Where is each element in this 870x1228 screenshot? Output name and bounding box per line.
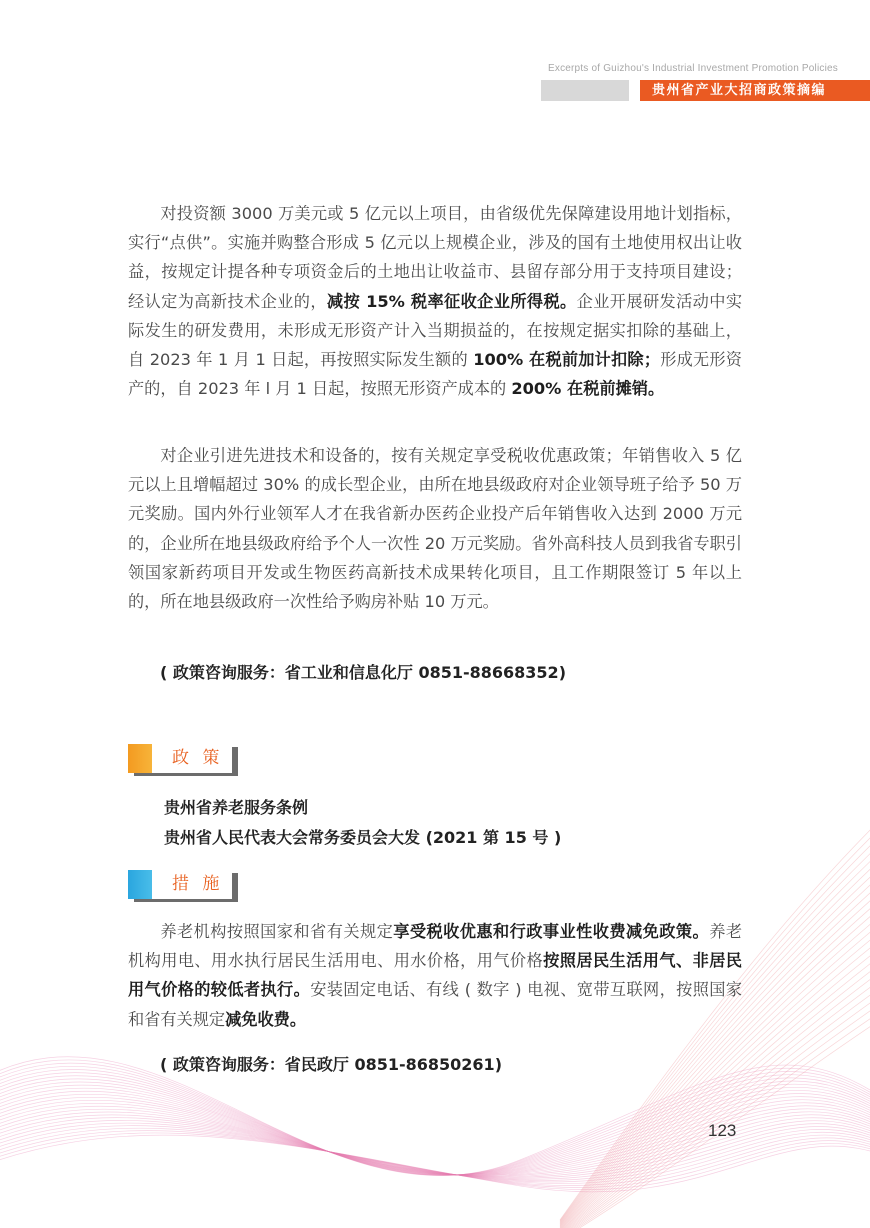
emphasized-text: 按照居民生活用气、非居民用气价格的较低者执行。 — [128, 951, 743, 1000]
measure-tag-marker — [128, 870, 152, 899]
header-title-banner: 贵州省产业大招商政策摘编 — [640, 80, 870, 101]
header-gray-bar — [541, 80, 629, 101]
section1-paragraph-1 — [128, 199, 742, 403]
contact-info-industry: ( 政策咨询服务：省工业和信息化厅 0851-88668352) — [160, 663, 567, 682]
measure-tag — [128, 870, 238, 902]
policy-tag — [128, 744, 238, 776]
page-number: 123 — [708, 1121, 737, 1140]
wave-line — [0, 1135, 870, 1192]
emphasized-text: 减按 15% 税率征收企业所得税。 — [326, 291, 577, 311]
wave-line — [0, 1100, 870, 1175]
policy-title: 贵州省养老服务条例 — [164, 798, 309, 817]
wave-line — [0, 1115, 870, 1178]
body-text: 对企业引进先进技术和设备的，按有关规定享受税收优惠政策；年销售收入 5 亿元以上且增幅超过 30% 的成长型企业，由所在地县级政府对企业领导班子给予 50 万元奖励。国内外行业领军人才在我省新办医药企业投产后年销售收入达到 2000 万元的，企业所在地县级政府给予个人一次性 20 万元奖励。省外高科技人员到我省专职引领国家新药项目开发或生物医药高新技术成果转化项目，且工作期限签订 5 年以上的，所在地县级政府一次性给予购房补贴 10 万元。 — [128, 446, 742, 612]
body-text: 企业开展研发活动中实际发生的研发费用，未形成无形资产计入当期损益的，在按规定据实扣除的基础上，自 2023 年 1 月 1 日起，再按照实际发生额的 — [128, 291, 743, 370]
wave-line — [0, 1128, 870, 1185]
wave-line — [0, 1131, 870, 1188]
emphasized-text: 200% 在税前摊销。 — [511, 379, 665, 399]
body-text: 安装固定电话、有线 ( 数字 ) 电视、宽带互联网，按照国家和省有关规定 — [128, 980, 743, 1029]
emphasized-text: 享受税收优惠和行政事业性收费减免政策。 — [393, 922, 710, 941]
header-english-subtitle: Excerpts of Guizhou's Industrial Investment Promotion Policies — [548, 63, 838, 74]
body-text: 形成无形资产的，自 2023 年 l 月 1 日起，按照无形资产成本的 — [128, 350, 742, 399]
wave-line — [0, 1085, 870, 1175]
body-text: 对投资额 3000 万美元或 5 亿元以上项目，由省级优先保障建设用地计划指标，实行“点供”。实施并购整合形成 5 亿元以上规模企业，涉及的国有土地使用权出让收益，按规定计提各种专项资金后的土地出让收益市、县留存部分用于支持项目建设；经认定为高新技术企业的， — [128, 204, 742, 311]
wave-line — [0, 1091, 870, 1175]
emphasized-text: 100% 在税前加计扣除； — [473, 350, 661, 370]
policy-document-number: 贵州省人民代表大会常务委员会大发 (2021 第 15 号 ) — [164, 828, 562, 847]
wave-line — [0, 1133, 870, 1190]
body-text: 养老机构用电、用水执行居民生活用电、用水价格，用气价格 — [128, 922, 743, 971]
wave-line — [0, 1109, 870, 1177]
measure-tag-label: 措 施 — [172, 874, 224, 894]
wave-line — [0, 1069, 870, 1175]
pink-wave-lines — [0, 1057, 870, 1192]
emphasized-text: 减免收费。 — [225, 1009, 307, 1029]
section1-paragraph-2 — [128, 441, 742, 616]
contact-info-civil-affairs: ( 政策咨询服务：省民政厅 0851-86850261) — [160, 1055, 503, 1074]
body-text: 养老机构按照国家和省有关规定 — [160, 922, 394, 941]
section2-paragraph-1 — [128, 917, 742, 1034]
policy-tag-label: 政 策 — [172, 748, 224, 768]
policy-tag-marker — [128, 744, 152, 773]
